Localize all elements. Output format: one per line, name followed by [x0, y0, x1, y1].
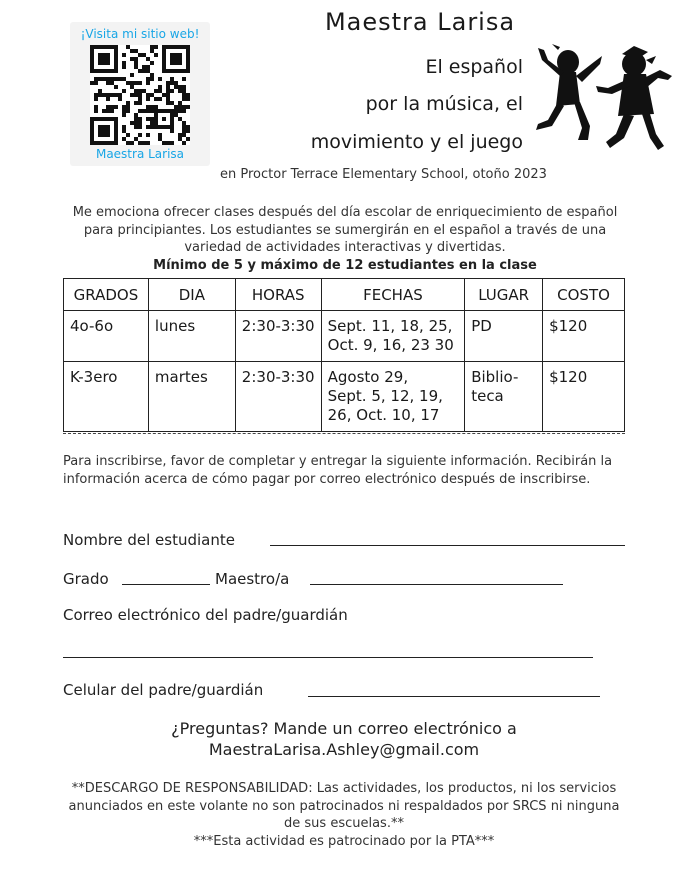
sponsor-note: ***Esta actividad es patrocinado por la PTA*** [193, 833, 495, 849]
header-costo: COSTO [543, 279, 625, 311]
lugar-line: teca [471, 387, 504, 405]
disclaimer-text: **DESCARGO DE RESPONSABILIDAD: Las actividades, los productos, ni los servicios anunciados en este volante no son patrocinados ni respaldados por SRCS ni ninguna de sus escuelas.** [68, 781, 620, 831]
student-name-label: Nombre del estudiante [63, 531, 235, 549]
cell-grados: 4o-6o [64, 311, 149, 362]
grade-field[interactable] [122, 584, 210, 585]
school-term-line: en Proctor Terrace Elementary School, otoño 2023 [220, 167, 547, 182]
contact-question: ¿Preguntas? Mande un correo electrónico a [171, 719, 517, 738]
table-header-row [64, 279, 625, 311]
qr-top-label: ¡Visita mi sitio web! [80, 27, 200, 41]
fechas-line: Agosto 29, [327, 368, 409, 386]
parent-email-field[interactable] [63, 657, 593, 658]
cell-fechas [321, 311, 465, 362]
cell-horas: 2:30-3:30 [235, 311, 321, 362]
contact-block [63, 718, 625, 760]
schedule-table [63, 278, 625, 432]
student-name-field[interactable] [270, 545, 625, 546]
header-fechas: FECHAS [321, 279, 465, 311]
cut-line-divider [63, 433, 625, 434]
page-title: Maestra Larisa [324, 8, 516, 36]
subtitle-line-2: por la música, el [365, 93, 523, 115]
fechas-line: Sept. 5, 12, 19, [327, 387, 443, 405]
cell-fechas [321, 362, 465, 432]
teacher-label: Maestro/a [215, 570, 290, 588]
teacher-field[interactable] [310, 584, 563, 585]
header-dia: DIA [148, 279, 235, 311]
header-horas: HORAS [235, 279, 321, 311]
intro-paragraph: Me emociona ofrecer clases después del día escolar de enriquecimiento de español para principiantes. Los estudiantes se sumergirán en el español a través de una variedad de actividades interactivas y divertidas. [72, 205, 618, 255]
parent-cell-field[interactable] [308, 696, 600, 697]
registration-instructions: Para inscribirse, favor de completar y entregar la siguiente información. Recibirán la información acerca de cómo pagar por correo electrónico después de inscribirse. [63, 454, 613, 487]
disclaimer-block [63, 780, 625, 850]
cell-lugar [465, 362, 543, 432]
header-grados: GRADOS [64, 279, 149, 311]
fechas-line: Sept. 11, 18, 25, [327, 317, 453, 335]
qr-code-card [70, 22, 210, 166]
cell-lugar: PD [465, 311, 543, 362]
cell-costo: $120 [543, 362, 625, 432]
fechas-line: 26, Oct. 10, 17 [327, 406, 440, 424]
subtitle-line-1: El español [425, 56, 523, 78]
lugar-line: Biblio- [471, 368, 519, 386]
cell-horas: 2:30-3:30 [235, 362, 321, 432]
subtitle-line-3: movimiento y el juego [310, 131, 523, 153]
class-size-note: Mínimo de 5 y máximo de 12 estudiantes en la clase [153, 258, 537, 273]
table-row [64, 362, 625, 432]
header-lugar: LUGAR [465, 279, 543, 311]
contact-email-link[interactable]: MaestraLarisa.Ashley@gmail.com [208, 740, 480, 759]
fechas-line: Oct. 9, 16, 23 30 [327, 336, 454, 354]
qr-bottom-label: Maestra Larisa [95, 147, 185, 161]
cell-dia: lunes [148, 311, 235, 362]
parent-email-label: Correo electrónico del padre/guardián [63, 606, 348, 624]
cell-grados: K-3ero [64, 362, 149, 432]
cell-costo: $120 [543, 311, 625, 362]
cell-dia: martes [148, 362, 235, 432]
qr-code-image[interactable] [90, 45, 190, 145]
dancing-children-illustration [530, 42, 680, 157]
table-row [64, 311, 625, 362]
parent-cell-label: Celular del padre/guardián [63, 681, 264, 699]
grade-label: Grado [63, 570, 109, 588]
